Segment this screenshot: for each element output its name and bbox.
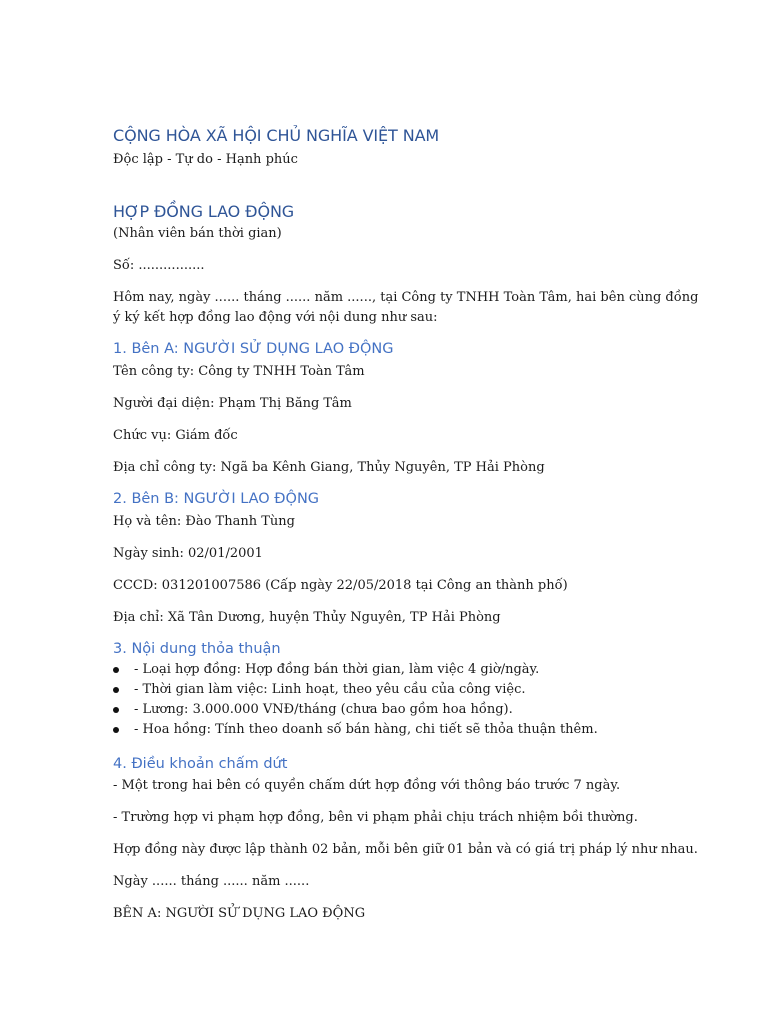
party-b-name: Họ và tên: Đào Thanh Tùng bbox=[113, 514, 295, 529]
agreement-list bbox=[113, 660, 708, 740]
contract-intro: Hôm nay, ngày ...... tháng ...... năm ......, tại Công ty TNHH Toàn Tâm, hai bên cùng đồng ý ký kết hợp đồng lao động với nội dung như sau: bbox=[113, 290, 699, 325]
party-b-dob: Ngày sinh: 02/01/2001 bbox=[113, 546, 263, 561]
contract-number: Số: ................ bbox=[113, 258, 205, 273]
termination-clause-2: - Trường hợp vi phạm hợp đồng, bên vi phạm phải chịu trách nhiệm bồi thường. bbox=[113, 810, 638, 825]
signature-party-a: BÊN A: NGƯỜI SỬ DỤNG LAO ĐỘNG bbox=[113, 906, 366, 921]
party-b-address: Địa chỉ: Xã Tân Dương, huyện Thủy Nguyên, TP Hải Phòng bbox=[113, 610, 501, 625]
list-item-text: - Hoa hồng: Tính theo doanh số bán hàng, chi tiết sẽ thỏa thuận thêm. bbox=[134, 722, 598, 737]
bullet-icon bbox=[113, 707, 119, 713]
list-item bbox=[113, 700, 708, 720]
party-b-id: CCCD: 031201007586 (Cấp ngày 22/05/2018 tại Công an thành phố) bbox=[113, 578, 568, 593]
party-a-position: Chức vụ: Giám đốc bbox=[113, 428, 238, 443]
termination-clause-1: - Một trong hai bên có quyền chấm dứt hợp đồng với thông báo trước 7 ngày. bbox=[113, 778, 621, 793]
bullet-icon bbox=[113, 667, 119, 673]
signing-date: Ngày ...... tháng ...... năm ...... bbox=[113, 874, 310, 889]
bullet-icon bbox=[113, 687, 119, 693]
list-item bbox=[113, 720, 708, 740]
list-item-text: - Loại hợp đồng: Hợp đồng bán thời gian, làm việc 4 giờ/ngày. bbox=[134, 662, 540, 677]
list-item bbox=[113, 660, 708, 680]
contract-title: HỢP ĐỒNG LAO ĐỘNG bbox=[113, 202, 295, 221]
nation-heading: CỘNG HÒA XÃ HỘI CHỦ NGHĨA VIỆT NAM bbox=[113, 126, 440, 145]
contract-subtitle: (Nhân viên bán thời gian) bbox=[113, 226, 282, 241]
agreement-heading: 3. Nội dung thỏa thuận bbox=[113, 641, 281, 657]
copies-statement: Hợp đồng này được lập thành 02 bản, mỗi bên giữ 01 bản và có giá trị pháp lý như nhau. bbox=[113, 842, 698, 857]
list-item-text: - Lương: 3.000.000 VNĐ/tháng (chưa bao gồm hoa hồng). bbox=[134, 702, 513, 717]
list-item bbox=[113, 680, 708, 700]
bullet-icon bbox=[113, 727, 119, 733]
list-item-text: - Thời gian làm việc: Linh hoạt, theo yêu cầu của công việc. bbox=[134, 682, 526, 697]
motto: Độc lập - Tự do - Hạnh phúc bbox=[113, 152, 298, 167]
party-a-representative: Người đại diện: Phạm Thị Băng Tâm bbox=[113, 396, 352, 411]
party-a-company: Tên công ty: Công ty TNHH Toàn Tâm bbox=[113, 364, 365, 379]
party-a-heading: 1. Bên A: NGƯỜI SỬ DỤNG LAO ĐỘNG bbox=[113, 341, 394, 357]
termination-heading: 4. Điều khoản chấm dứt bbox=[113, 756, 288, 772]
party-a-address: Địa chỉ công ty: Ngã ba Kênh Giang, Thủy Nguyên, TP Hải Phòng bbox=[113, 460, 545, 475]
party-b-heading: 2. Bên B: NGƯỜI LAO ĐỘNG bbox=[113, 491, 320, 507]
